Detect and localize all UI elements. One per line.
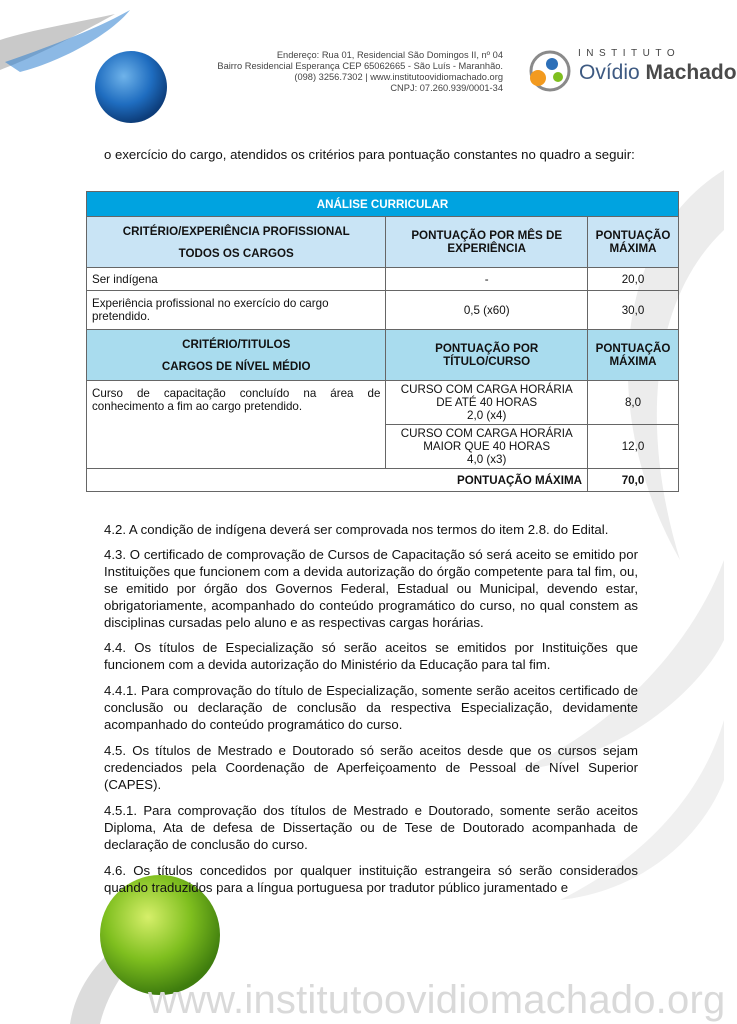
logo-name-last: Machado xyxy=(645,61,737,84)
table-title: ANÁLISE CURRICULAR xyxy=(87,192,679,217)
curricular-analysis-table xyxy=(86,191,679,492)
table-row xyxy=(87,268,679,291)
address-line: Bairro Residencial Esperança CEP 65062665 - São Luís - Maranhão. xyxy=(217,61,503,71)
table-title-row xyxy=(87,192,679,217)
intro-paragraph: o exercício do cargo, atendidos os critérios para pontuação constantes no quadro a seguir: xyxy=(104,147,635,162)
max-cell: 8,0 xyxy=(588,381,679,425)
course-points-cell xyxy=(386,381,588,425)
body-paragraph: 4.5.1. Para comprovação dos títulos de Mestrado e Doutorado, somente serão aceitos Diploma, Ata de defesa de Dissertação ou de Tese de Doutorado acompanhada de declaração de conclusão do curso. xyxy=(104,803,638,852)
section1-header-row xyxy=(87,217,679,268)
body-paragraph: 4.6. Os títulos concedidos por qualquer instituição estrangeira só serão considerados quando traduzidos para a língua portuguesa por tradutor público juramentado e xyxy=(104,863,638,895)
points-cell: - xyxy=(386,268,588,291)
course-points-line2: DE ATÉ 40 HORAS xyxy=(436,396,538,409)
body-paragraph: 4.4.1. Para comprovação do título de Especialização, somente serão aceitos certificado de conclusão ou declaração de conclusão da respectiva Especialização, devidamente acompanhado do conteúdo programático do curso. xyxy=(104,683,638,732)
table-total-row xyxy=(87,469,679,492)
address-line: CNPJ: 07.260.939/0001-34 xyxy=(390,83,503,93)
intro-block xyxy=(104,146,638,163)
paragraph-4-2 xyxy=(104,521,638,538)
logo-name-first: Ovídio xyxy=(579,61,640,84)
total-label: PONTUAÇÃO MÁXIMA xyxy=(87,469,588,492)
course-points-line3: 4,0 (x3) xyxy=(467,453,507,466)
section1-points-header: PONTUAÇÃO POR MÊS DE EXPERIÊNCIA xyxy=(386,217,588,268)
institute-logo xyxy=(523,46,737,96)
blue-sphere-shape xyxy=(95,51,167,123)
footer-website-url: www.institutoovidiomachado.org xyxy=(148,978,726,1022)
body-paragraph: 4.3. O certificado de comprovação de Cursos de Capacitação só será aceito se emitido por Instituições que funcionem com a devida autorização do órgão competente para tal fim, ou, se emitido por órgão dos Governos Federal, Estadual ou Municipal, devendo estar, obrigatoriamente, acompanhado do conteúdo programático do curso, no qual constem as disciplinas cursadas pelo aluno e as respectivas cargas horárias. xyxy=(104,547,638,630)
section2-header-line1: CRITÉRIO/TITULOS xyxy=(182,337,291,351)
address-line: Endereço: Rua 01, Residencial São Domingos II, nº 04 xyxy=(276,50,503,60)
body-paragraph: 4.4. Os títulos de Especialização só serão aceitos se emitidos por Instituições que funcionem com a devida autorização do Ministério da Educação para tal fim. xyxy=(104,640,638,672)
section2-criterion-header xyxy=(87,330,386,381)
logo-name-text xyxy=(579,61,737,85)
max-cell: 20,0 xyxy=(588,268,679,291)
criterion-cell: Experiência profissional no exercício do cargo pretendido. xyxy=(87,291,386,330)
table-row xyxy=(87,291,679,330)
max-cell: 12,0 xyxy=(588,425,679,469)
course-criterion-cell: Curso de capacitação concluído na área de conhecimento a fim ao cargo pretendido. xyxy=(87,381,386,469)
section1-max-header: PONTUAÇÃO MÁXIMA xyxy=(588,217,679,268)
section2-points-header: PONTUAÇÃO POR TÍTULO/CURSO xyxy=(386,330,588,381)
section1-criterion-header xyxy=(87,217,386,268)
header-address xyxy=(190,50,503,94)
section2-header-line2: CARGOS DE NÍVEL MÉDIO xyxy=(161,359,311,373)
course-points-cell xyxy=(386,425,588,469)
criterion-cell: Ser indígena xyxy=(87,268,386,291)
section2-max-header: PONTUAÇÃO MÁXIMA xyxy=(588,330,679,381)
paragraph-4-4 xyxy=(104,639,638,673)
paragraph-4-4-1 xyxy=(104,682,638,733)
logo-instituto-text: INSTITUTO xyxy=(578,48,681,59)
course-points-line3: 2,0 (x4) xyxy=(467,409,507,422)
paragraph-4-5-1 xyxy=(104,802,638,853)
course-points-line1: CURSO COM CARGA HORÁRIA xyxy=(400,383,573,396)
body-paragraph: 4.2. A condição de indígena deverá ser comprovada nos termos do item 2.8. do Edital. xyxy=(104,522,609,537)
logo-mark-icon xyxy=(523,46,579,96)
paragraph-4-5 xyxy=(104,742,638,793)
section1-header-line2: TODOS OS CARGOS xyxy=(178,246,294,260)
course-points-line2: MAIOR QUE 40 HORAS xyxy=(423,440,551,453)
points-cell: 0,5 (x60) xyxy=(386,291,588,330)
max-cell: 30,0 xyxy=(588,291,679,330)
section2-header-row xyxy=(87,330,679,381)
total-value: 70,0 xyxy=(588,469,679,492)
paragraph-4-3 xyxy=(104,546,638,631)
table-row xyxy=(87,381,679,425)
body-paragraph: 4.5. Os títulos de Mestrado e Doutorado só serão aceitos desde que os cursos sejam credenciados pela Coordenação de Aperfeiçoamento de Pessoal de Nível Superior (CAPES). xyxy=(104,743,638,792)
section1-header-line1: CRITÉRIO/EXPERIÊNCIA PROFISSIONAL xyxy=(122,224,350,238)
course-points-line1: CURSO COM CARGA HORÁRIA xyxy=(400,427,573,440)
paragraph-4-6 xyxy=(104,862,638,896)
address-line: (098) 3256.7302 | www.institutoovidiomachado.org xyxy=(294,72,503,82)
